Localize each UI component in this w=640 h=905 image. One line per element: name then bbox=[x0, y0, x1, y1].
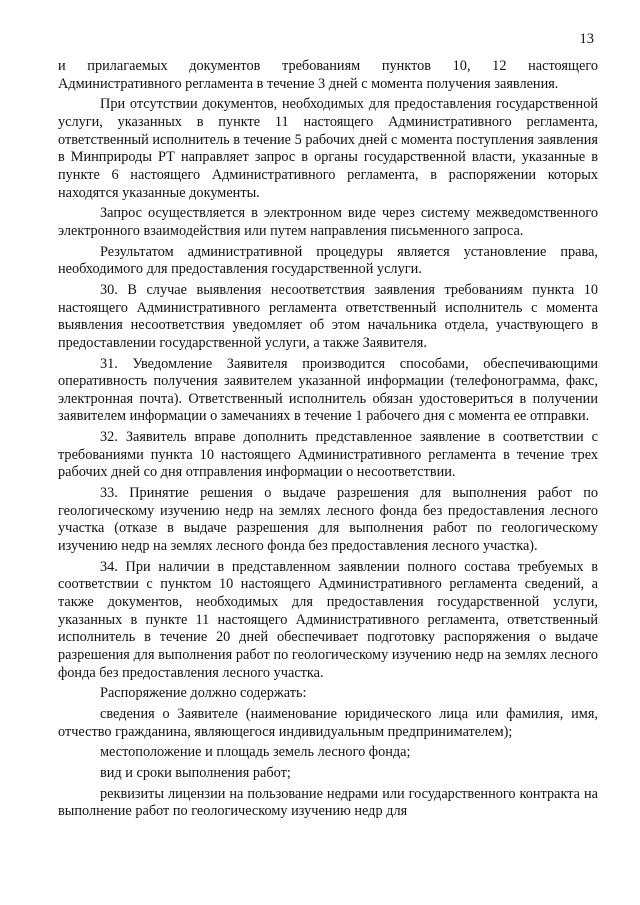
paragraph: Результатом административной процедуры является установление права, необходимого для предоставления государственной услуги. bbox=[58, 243, 598, 278]
paragraph: 30. В случае выявления несоответствия заявления требованиям пункта 10 настоящего Административного регламента ответственный исполнитель с момента выявления несоответствия уведомляет об этом начальника отдела, участвующего в предоставлении государственной услуги, а также Заявителя. bbox=[58, 281, 598, 351]
paragraph: местоположение и площадь земель лесного фонда; bbox=[100, 744, 411, 761]
paragraph: реквизиты лицензии на пользование недрами или государственного контракта на выполнение работ по геологическому изучению недр для bbox=[58, 785, 598, 820]
document-body bbox=[58, 58, 598, 821]
paragraph: и прилагаемых документов требованиям пунктов 10, 12 настоящего Административного регламента в течение 3 дней с момента получения заявления. bbox=[58, 58, 598, 92]
paragraph: 34. При наличии в представленном заявлении полного состава требуемых в соответствии с пунктом 10 настоящего Административного регламента сведений, а также документов, необходимых для предоставления государственной услуги, указанных в пункте 11 настоящего Административного регламента, ответственный исполнитель в течение 20 дней обеспечивает подготовку распоряжения о выдаче разрешения для выполнения работ по геологическому изучению недр на землях лесного фонда без предоставления лесного участка. bbox=[58, 558, 598, 681]
paragraph: 32. Заявитель вправе дополнить представленное заявление в соответствии с требованиями пункта 10 настоящего Административного регламента в течение трех рабочих дней со дня отправления информации о несоответствии. bbox=[58, 429, 598, 481]
paragraph: 31. Уведомление Заявителя производится способами, обеспечивающими оперативность получения заявителем указанной информации (телефонограмма, факс, электронная почта). Ответственный исполнитель обязан удостовериться в получении заявителем информации о замечаниях в течение 1 рабочего дня с момента ее отправки. bbox=[58, 355, 598, 425]
paragraph: При отсутствии документов, необходимых для предоставления государственной услуги, указанных в пункте 11 настоящего Административного регламента, ответственный исполнитель в течение 5 рабочих дней с момента поступления заявления в Минприроды РТ направляет запрос в органы государственной власти, указанные в пункте 6 настоящего Административного регламента, в распоряжении которых находятся указанные документы. bbox=[58, 96, 598, 201]
paragraph: вид и сроки выполнения работ; bbox=[100, 764, 291, 781]
paragraph: Распоряжение должно содержать: bbox=[100, 685, 307, 702]
paragraph: сведения о Заявителе (наименование юридического лица или фамилия, имя, отчество гражданина, являющегося индивидуальным предпринимателем); bbox=[58, 705, 598, 740]
page-number: 13 bbox=[579, 31, 594, 47]
paragraph: 33. Принятие решения о выдаче разрешения для выполнения работ по геологическому изучению недр на землях лесного фонда без предоставления лесного участка (отказе в выдаче разрешения для выполнения работ по геологическому изучению недр на землях лесного фонда без предоставления лесного участка). bbox=[58, 485, 598, 555]
paragraph: Запрос осуществляется в электронном виде через систему межведомственного электронного взаимодействия или путем направления письменного запроса. bbox=[58, 205, 598, 239]
